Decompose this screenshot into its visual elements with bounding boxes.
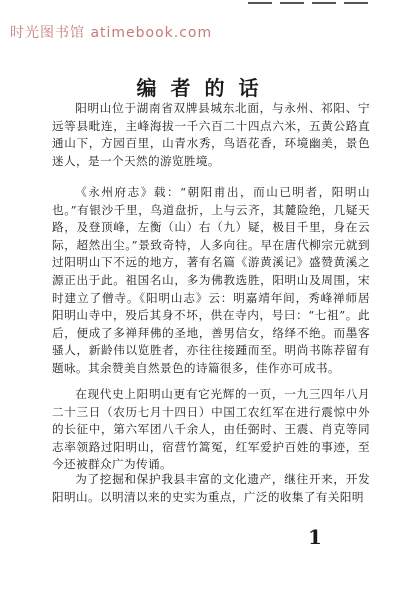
page-number: 1 [308,525,322,549]
paragraph-intro: 阳明山位于湖南省双牌县城东北面，与永州、祁阳、宁远等县毗连，主峰海拔一千六百二十四点六米，五黄公路直通山下，方园百里，山青水秀，鸟语花香，环境幽美，景色迷人，是一个天然的游览胜境。 [52,101,370,168]
top-edge-marks [248,2,404,10]
page-title: 编者的话 [136,76,273,100]
paragraph-purpose: 为了挖掘和保护我县丰富的文化遗产，继往开来，开发阳明山。以明清以来的史实为重点，广泛的收集了有关阳明 [52,472,370,504]
paragraph-history: 《永州府志》载：“朝阳甫出，而山已明者，阳明山也。”有银沙千里，鸟道盘折，上与云齐，其麓险绝，几疑天路，及登顶峰，左衡（山）右（九）疑，极目千里，身在云际，超然出尘。”景致奇特，人多向往。早在唐代柳宗元就到过阳明山下不远的地方，著有名篇《游黄溪记》盛赞黄溪之源正出于此。祖国名山，多为佛教选胜，阳明山及周围，宋时建立了僧寺。《阳明山志》云：明嘉靖年间，秀峰禅师居阳明山寺中，殁后其身不坏，供在寺内，号曰：“七祖”。此后，便成了多禅拜佛的圣地，善男信女，络绎不绝。而墨客骚人，新龄伟以览胜者，亦往往接踵而至。明尚书陈荐留有题咏。其余赞美自然景色的诗篇很多，佳作亦可成书。 [52,185,370,375]
watermark-text: 时光图书馆 atimebook.com [10,25,213,41]
paragraph-modern-history: 在现代史上阳明山更有它光辉的一页，一九三四年八月二十三日（农历七月十四日）中国工农红军在进行震惊中外的长征中，第六军团八千余人，由任弼时、王震、肖克等同志率领路过阳明山，宿营竹篙冤，红军爱护百姓的事迹，至今还被群众广为传诵。 [52,387,370,472]
